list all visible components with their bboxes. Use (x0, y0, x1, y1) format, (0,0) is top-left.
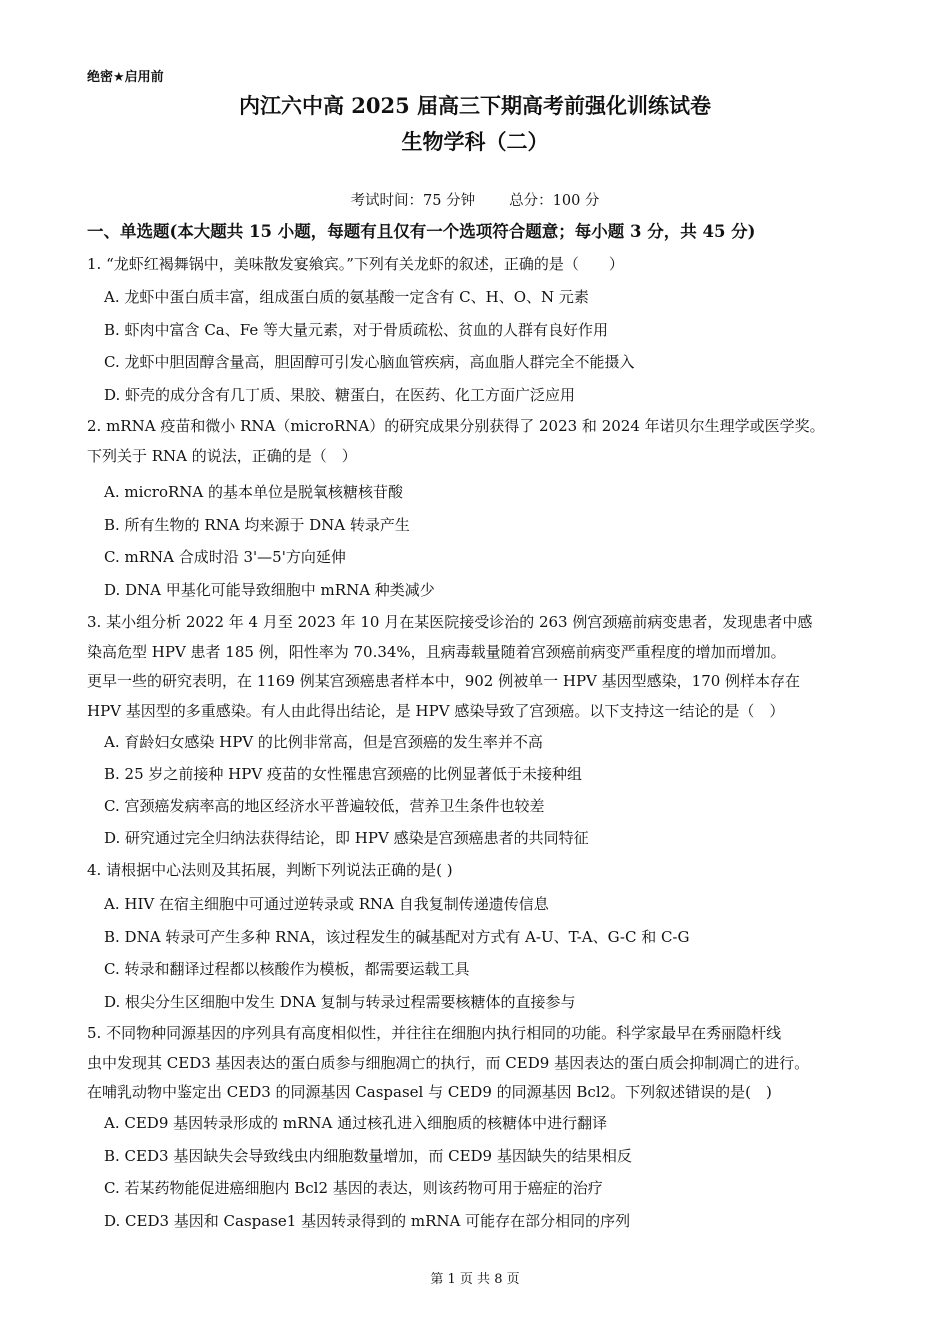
section-heading: 一、单选题(本大题共 15 小题，每题有且仅有一个选项符合题意；每小题 3 分，共 45 分) (87, 222, 756, 241)
total-score: 总分：100 分 (509, 193, 600, 209)
stem-line: 4. 请根据中心法则及其拓展，判断下列说法正确的是( ) (87, 861, 453, 879)
q5-option-c: C. 若某药物能促进癌细胞内 Bcl2 基因的表达，则该药物可用于癌症的治疗 (104, 1179, 603, 1197)
question-1-stem (87, 250, 870, 280)
stem-line: 下列关于 RNA 的说法，正确的是（ ） (87, 446, 357, 465)
stem-line: HPV 基因型的多重感染。有人由此得出结论，是 HPV 感染导致了宫颈癌。以下支持这一结论的是（ ） (87, 701, 785, 720)
q5-option-d: D. CED3 基因和 Caspase1 基因转录得到的 mRNA 可能存在部分相同的序列 (104, 1212, 631, 1230)
q2-option-d: D. DNA 甲基化可能导致细胞中 mRNA 种类减少 (104, 581, 435, 599)
page-number: 第 1 页 共 8 页 (430, 1272, 520, 1287)
secret-mark: 绝密★启用前 (87, 70, 164, 85)
q5-option-a: A. CED9 基因转录形成的 mRNA 通过核孔进入细胞质的核糖体中进行翻译 (104, 1114, 608, 1132)
q4-option-d: D. 根尖分生区细胞中发生 DNA 复制与转录过程需要核糖体的直接参与 (104, 993, 576, 1011)
stem-line: 5. 不同物种同源基因的序列具有高度相似性，并往往在细胞内执行相同的功能。科学家最早在秀丽隐杆线 (87, 1024, 782, 1042)
exam-subtitle: 生物学科（二） (401, 129, 549, 154)
stem-line: 在哺乳动物中鉴定出 CED3 的同源基因 Caspasel 与 CED9 的同源基因 Bcl2。下列叙述错误的是( ) (87, 1083, 772, 1102)
q1-option-b: B. 虾肉中富含 Ca、Fe 等大量元素，对于骨质疏松、贫血的人群有良好作用 (104, 321, 608, 339)
q4-option-c: C. 转录和翻译过程都以核酸作为模板，都需要运载工具 (104, 960, 470, 978)
q4-option-b: B. DNA 转录可产生多种 RNA，该过程发生的碱基配对方式有 A-U、T-A、G-C 和 C-G (104, 928, 690, 946)
question-2-stem (87, 412, 870, 471)
question-4-stem (87, 856, 870, 886)
stem-line: 染高危型 HPV 患者 185 例，阳性率为 70.34%，且病毒载量随着宫颈癌前病变严重程度的增加而增加。 (87, 642, 786, 661)
stem-line: 3. 某小组分析 2022 年 4 月至 2023 年 10 月在某医院接受诊治的 263 例宫颈癌前病变患者，发现患者中感 (87, 613, 813, 631)
q1-option-c: C. 龙虾中胆固醇含量高，胆固醇可引发心脑血管疾病，高血脂人群完全不能摄入 (104, 353, 635, 371)
q4-option-a: A. HIV 在宿主细胞中可通过逆转录或 RNA 自我复制传递遗传信息 (104, 895, 549, 913)
q3-option-c: C. 宫颈癌发病率高的地区经济水平普遍较低，营养卫生条件也较差 (104, 797, 545, 815)
exam-meta (0, 189, 950, 210)
q5-option-b: B. CED3 基因缺失会导致线虫内细胞数量增加，而 CED9 基因缺失的结果相反 (104, 1147, 632, 1165)
q2-option-c: C. mRNA 合成时沿 3'—5'方向延伸 (104, 548, 346, 566)
stem-line: 更早一些的研究表明，在 1169 例某宫颈癌患者样本中，902 例被单一 HPV 基因型感染，170 例样本存在 (87, 672, 801, 691)
q1-option-a: A. 龙虾中蛋白质丰富，组成蛋白质的氨基酸一定含有 C、H、O、N 元素 (104, 288, 589, 306)
question-3-stem (87, 608, 870, 726)
q3-option-b: B. 25 岁之前接种 HPV 疫苗的女性罹患宫颈癌的比例显著低于未接种组 (104, 765, 582, 783)
question-5-stem (87, 1019, 870, 1108)
exam-title: 内江六中高 2025 届高三下期高考前强化训练试卷 (238, 93, 712, 118)
exam-time: 考试时间：75 分钟 (350, 193, 476, 209)
stem-line: 1. “龙虾红褐舞锅中，美味散发宴飨宾。”下列有关龙虾的叙述，正确的是（ ） (87, 255, 624, 273)
stem-line: 2. mRNA 疫苗和微小 RNA（microRNA）的研究成果分别获得了 2023 和 2024 年诺贝尔生理学或医学奖。 (87, 417, 825, 435)
q2-option-b: B. 所有生物的 RNA 均来源于 DNA 转录产生 (104, 516, 410, 534)
q2-option-a: A. microRNA 的基本单位是脱氧核糖核苷酸 (104, 483, 404, 501)
q1-option-d: D. 虾壳的成分含有几丁质、果胶、糖蛋白，在医药、化工方面广泛应用 (104, 386, 576, 404)
q3-option-d: D. 研究通过完全归纳法获得结论，即 HPV 感染是宫颈癌患者的共同特征 (104, 829, 589, 847)
stem-line: 虫中发现其 CED3 基因表达的蛋白质参与细胞凋亡的执行，而 CED9 基因表达的蛋白质会抑制凋亡的进行。 (87, 1053, 810, 1072)
q3-option-a: A. 育龄妇女感染 HPV 的比例非常高，但是宫颈癌的发生率并不高 (104, 733, 543, 751)
